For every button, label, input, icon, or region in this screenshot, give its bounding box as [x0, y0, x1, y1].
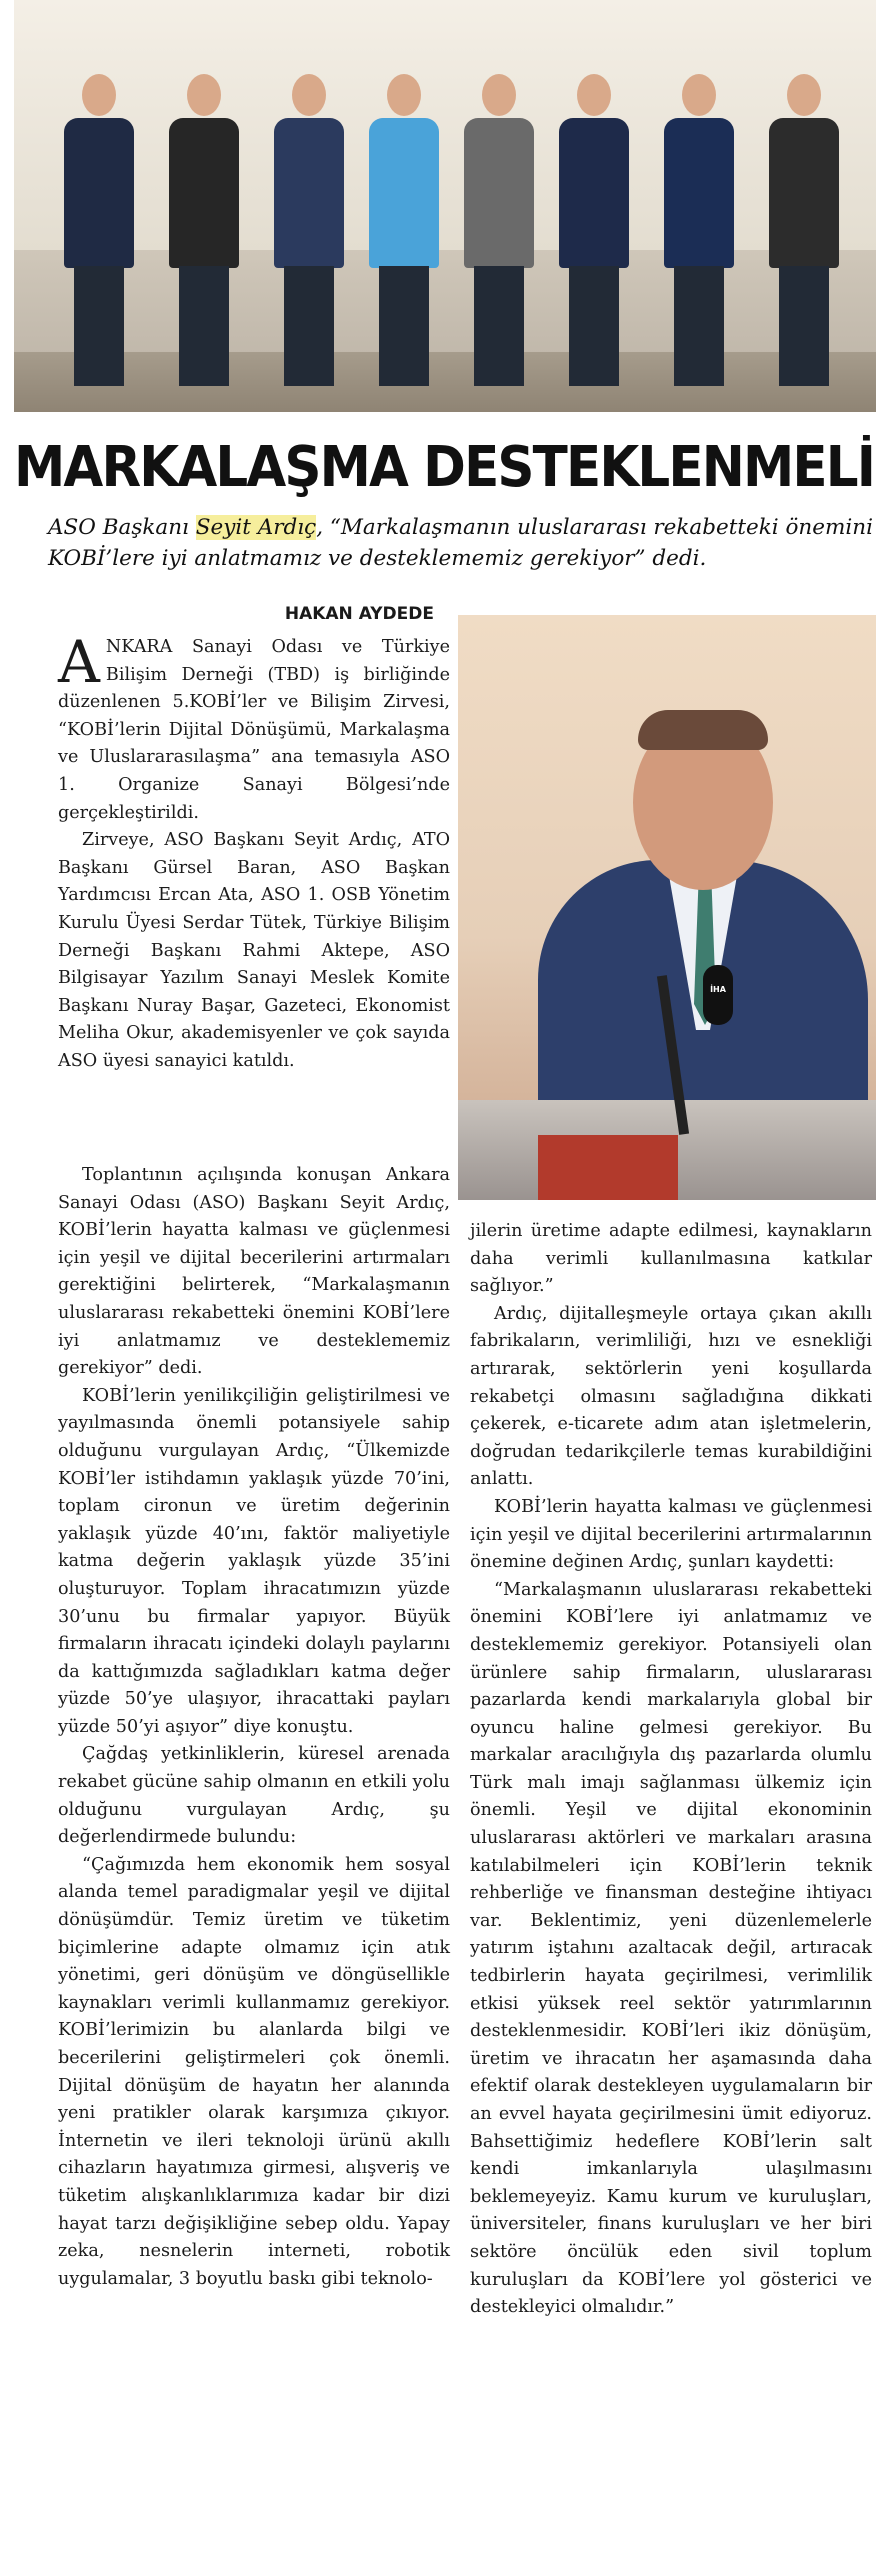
person-figure	[54, 34, 144, 394]
paragraph: “Markalaşmanın uluslararası rekabetteki önemini KOBİ’lere iyi anlatmamız ve desteklememiz gerekiyor. Potansiyeli olan ürünlere sahip firmaların, uluslararası pazarlarda kendi markalarıyla global bir oyuncu haline gelmesi gerekiyor. Bu markalar aracılığıyla dış pazarlarda olumlu Türk malı imajı sağlanması ülkemiz için önemli. Yeşil ve dijital ekonominin uluslararası aktörleri ve markaları arasına katılabilmeleri için KOBİ’lerin teknik rehberliğe ve finansman desteğine ihtiyacı var. Beklentimiz, yeni düzenlemelerle yatırım iştahını azaltacak değil, artıracak tedbirlerin hayata geçirilmesi, verimlilik etkisi yüksek reel sektör yatırımlarının desteklenmesidir. KOBİ’leri ikiz dönüşüm, üretim ve ihracatın her aşamasında daha efektif olarak destekleyen uygulamaların bir an evvel hayata geçirilmesini ümit ediyoruz. Bahsettiğimiz hedeflere KOBİ’lerin salt kendi imkanlarıyla ulaşılmasını beklemeyeyiz. Kamu kurum ve kuruluşları, üniversiteler, finans kuruluşları ve her biri sektöre öncülük eden sivil toplum kuruluşları da KOBİ’lere yol gösterici ve destekleyici olmalıdır.”	[470, 1579, 872, 2318]
speaker-hair	[638, 710, 768, 750]
paragraph: KOBİ’lerin hayatta kalması ve güçlenmesi için yeşil ve dijital becerilerini artırmalarının önemine değinen Ardıç, şunları kaydetti:	[470, 1496, 872, 1573]
headline: MARKALAŞMA DESTEKLENMELİ	[14, 435, 875, 500]
person-legs	[569, 266, 619, 386]
person-head	[387, 74, 421, 116]
subhead	[48, 512, 876, 574]
paragraph: “Çağımızda hem ekonomik hem sosyal alanda temel paradigmalar yeşil ve dijital dönüşümdür. Temiz üretim ve tüketim biçimlerine adapte olmamız için atık yönetimi, geri dönüşüm ve döngüsellikle kaynakları verimli kullanmamız gerekiyor. KOBİ’lerimizin bu alanlarda bilgi ve becerilerini geliştirmeleri çok önemli. Dijital dönüşüm de hayatın her alanında yeni pratikler olarak karşımıza çıkıyor. İnternetin ve ileri teknoloji ürünü akıllı cihazların hayatımıza girmesi, alışveriş ve tüketim alışkanlıklarımıza kadar bir dizi hayat tarzı değişikliğine sebep oldu. Yapay zeka, nesnelerin interneti, robotik uygulamalar, 3 boyutlu baskı gibi teknolo-	[58, 1854, 450, 2289]
mic-label: İHA	[710, 985, 726, 994]
person-head	[82, 74, 116, 116]
person-figure	[549, 34, 639, 394]
person-figure	[159, 34, 249, 394]
subhead-part2: , “Markalaşmanın uluslararası rekabetteki önemini KOBİ’lere iyi anlatmamız ve desteklememiz gerekiyor” dedi.	[48, 515, 873, 571]
person-figure	[759, 34, 849, 394]
person-figure	[454, 34, 544, 394]
column-2	[470, 1218, 872, 2322]
byline: HAKAN AYDEDE	[284, 604, 434, 624]
person-legs	[284, 266, 334, 386]
column-1-bottom	[58, 1162, 450, 2293]
paragraph: KOBİ’lerin yenilikçiliğin geliştirilmesi ve yayılmasında önemli potansiyele sahip olduğunu vurgulayan Ardıç, “Ülkemizde KOBİ’ler istihdamın yaklaşık yüzde 70’ini, toplam cironun ve üretim değerinin yaklaşık yüzde 40’ını, faktör maliyetiyle katma değerin yaklaşık yüzde 35’ini oluşturuyor. Toplam ihracatımızın yüzde 30’unu bu firmalar yapıyor. Büyük firmaların ihracatı içindeki dolaylı paylarını da kattığımızda sağladıkları katma değer yüzde 50’ye ulaşıyor, ihracattaki payları yüzde 50’yi aşıyor” diye konuştu.	[58, 1385, 450, 1737]
person-figure	[264, 34, 354, 394]
person-body	[464, 118, 534, 268]
person-legs	[674, 266, 724, 386]
person-legs	[779, 266, 829, 386]
person-legs	[74, 266, 124, 386]
paragraph-text: NKARA Sanayi Odası ve Türkiye Bilişim Derneği (TBD) iş birliğinde düzenlenen 5.KOBİ’ler ve Bilişim Zirvesi, “KOBİ’lerin Dijital Dönüşümü, Markalaşma ve Uluslararasılaşma” ana temasıyla ASO 1. Organize Sanayi Bölgesi’nde gerçekleştirildi.	[58, 637, 450, 823]
paragraph: Toplantının açılışında konuşan Ankara Sanayi Odası (ASO) Başkanı Seyit Ardıç, KOBİ’lerin hayatta kalması ve güçlenmesi için yeşil ve dijital becerilerini artırmaları gerektiğini belirterek, “Markalaşmanın uluslararası rekabetteki önemini KOBİ’lere iyi anlatmamız ve desteklememiz gerekiyor” dedi.	[58, 1165, 450, 1379]
speaker-photo	[458, 615, 876, 1200]
person-legs	[179, 266, 229, 386]
person-figure	[359, 34, 449, 394]
paragraph: jilerin üretime adapte edilmesi, kaynakların daha verimli kullanılmasına katkılar sağlıyor.”	[470, 1221, 872, 1297]
person-figure	[654, 34, 744, 394]
microphone-icon	[703, 965, 733, 1025]
paragraph: Zirveye, ASO Başkanı Seyit Ardıç, ATO Başkanı Gürsel Baran, ASO Başkan Yardımcısı Ercan Ata, ASO 1. OSB Yönetim Kurulu Üyesi Serdar Tütek, Türkiye Bilişim Derneği Başkanı Rahmi Aktepe, ASO Bilgisayar Yazılım Sanayi Meslek Komite Başkanı Nuray Başar, Gazeteci, Ekonomist Meliha Okur, akademisyenler ve çok sayıda ASO üyesi sanayici katıldı.	[58, 830, 450, 1071]
person-legs	[379, 266, 429, 386]
paragraph	[58, 628, 450, 827]
paragraph: Ardıç, dijitalleşmeyle ortaya çıkan akıllı fabrikaların, verimliliği, hızı ve esnekliği artırarak, sektörlerin yeni koşullarda rekabetçi olmasını sağladığına dikkati çekerek, e-ticarete adım atan işletmelerin, doğrudan tedarikçilerle temas kurabildiğini anlattı.	[470, 1303, 872, 1490]
person-body	[559, 118, 629, 268]
group-photo	[14, 0, 876, 412]
person-head	[482, 74, 516, 116]
person-body	[274, 118, 344, 268]
person-body	[64, 118, 134, 268]
subhead-part1: ASO Başkanı	[48, 515, 189, 540]
person-legs	[474, 266, 524, 386]
person-body	[664, 118, 734, 268]
person-head	[682, 74, 716, 116]
person-body	[169, 118, 239, 268]
person-body	[369, 118, 439, 268]
person-body	[769, 118, 839, 268]
column-1-top	[58, 628, 450, 1076]
drop-cap: A	[58, 628, 100, 696]
paragraph: Çağdaş yetkinliklerin, küresel arenada rekabet gücüne sahip olmanın en etkili yolu olduğunu vurgulayan Ardıç, şu değerlendirmede bulundu:	[58, 1744, 450, 1848]
podium-accent	[538, 1135, 678, 1200]
person-head	[577, 74, 611, 116]
person-head	[187, 74, 221, 116]
person-head	[292, 74, 326, 116]
subhead-name: Seyit Ardıç	[195, 515, 317, 540]
person-head	[787, 74, 821, 116]
